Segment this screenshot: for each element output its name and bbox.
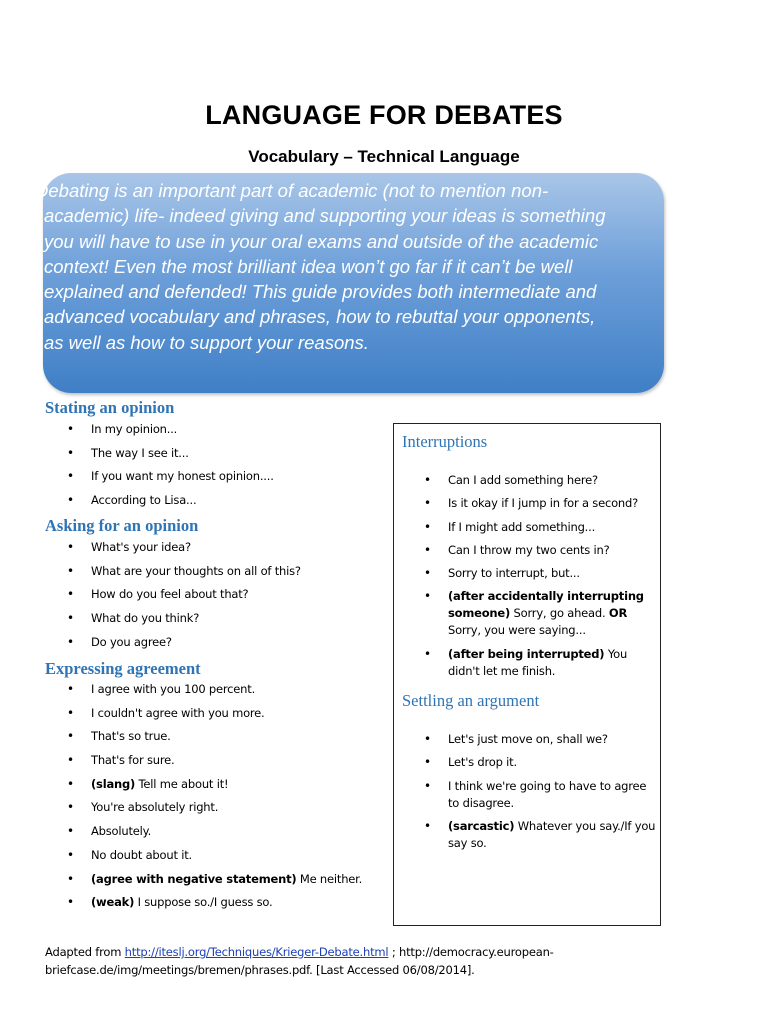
heading-asking-opinion: Asking for an opinion [45, 516, 199, 535]
list-item: • That's so true. [67, 728, 362, 752]
intro-text: Debating is an important part of academic (not to mention non- academic) life- indeed giving and supporting your ideas is something you will have to use in your oral exams and outside of the academic context! Even the most brilliant idea won’t go far if it can’t be well explained and defended! This guide provides both intermediate and advanced vocabulary and phrases, how to rebuttal your opponents, as well as how to support your reasons. [35, 180, 606, 353]
list-item: • I agree with you 100 percent. [67, 681, 362, 705]
list-item: • Sorry to interrupt, but... [424, 565, 660, 582]
list-settling-argument [424, 731, 660, 858]
list-item: • The way I see it... [67, 445, 274, 469]
list-item: • That's for sure. [67, 752, 362, 776]
list-item: • What's your idea? [67, 539, 301, 563]
list-item: • I couldn't agree with you more. [67, 705, 362, 729]
list-item: • What are your thoughts on all of this? [67, 563, 301, 587]
page-subtitle: Vocabulary – Technical Language [248, 147, 520, 166]
heading-expressing-agreement: Expressing agreement [45, 659, 201, 678]
list-item: • In my opinion... [67, 421, 274, 445]
list-item: • Can I add something here? [424, 472, 660, 489]
page-title: LANGUAGE FOR DEBATES [205, 100, 563, 130]
list-item: • Absolutely. [67, 823, 362, 847]
list-interruptions [424, 472, 660, 686]
list-item: • According to Lisa... [67, 492, 274, 516]
source-footer [45, 943, 735, 979]
list-item: • (slang) Tell me about it! [67, 776, 362, 800]
list-item: • Is it okay if I jump in for a second? [424, 495, 660, 512]
list-item: • (after accidentally interrupting someone) Sorry, go ahead. OR Sorry, you were saying... [424, 588, 660, 639]
list-item: • (agree with negative statement) Me neither. [67, 871, 362, 895]
list-item: • You're absolutely right. [67, 799, 362, 823]
list-stating-opinion [67, 421, 274, 516]
list-item: • Let's drop it. [424, 754, 660, 771]
list-asking-opinion [67, 539, 301, 657]
heading-stating-opinion: Stating an opinion [45, 398, 175, 417]
list-item: • I think we're going to have to agree to disagree. [424, 778, 660, 812]
list-item: • No doubt about it. [67, 847, 362, 871]
list-item: • Can I throw my two cents in? [424, 542, 660, 559]
list-expressing-agreement [67, 681, 362, 918]
list-item: • (sarcastic) Whatever you say./If you say so. [424, 818, 660, 852]
footer-prefix: Adapted from [45, 945, 125, 959]
list-item: • (weak) I suppose so./I guess so. [67, 894, 362, 918]
heading-interruptions: Interruptions [402, 432, 488, 451]
list-item: • If you want my honest opinion.... [67, 468, 274, 492]
heading-settling-argument: Settling an argument [402, 691, 540, 710]
list-item: • Do you agree? [67, 634, 301, 658]
footer-rest: ; http://democracy.european-briefcase.de/img/meetings/bremen/phrases.pdf. [Last Accessed 06/08/2014]. [45, 945, 554, 977]
list-item: • How do you feel about that? [67, 586, 301, 610]
list-item: • Let's just move on, shall we? [424, 731, 660, 748]
list-item: • If I might add something... [424, 519, 660, 536]
source-link[interactable]: http://iteslj.org/Techniques/Krieger-Debate.html [124, 945, 389, 959]
list-item: • What do you think? [67, 610, 301, 634]
list-item: • (after being interrupted) You didn't let me finish. [424, 646, 660, 680]
